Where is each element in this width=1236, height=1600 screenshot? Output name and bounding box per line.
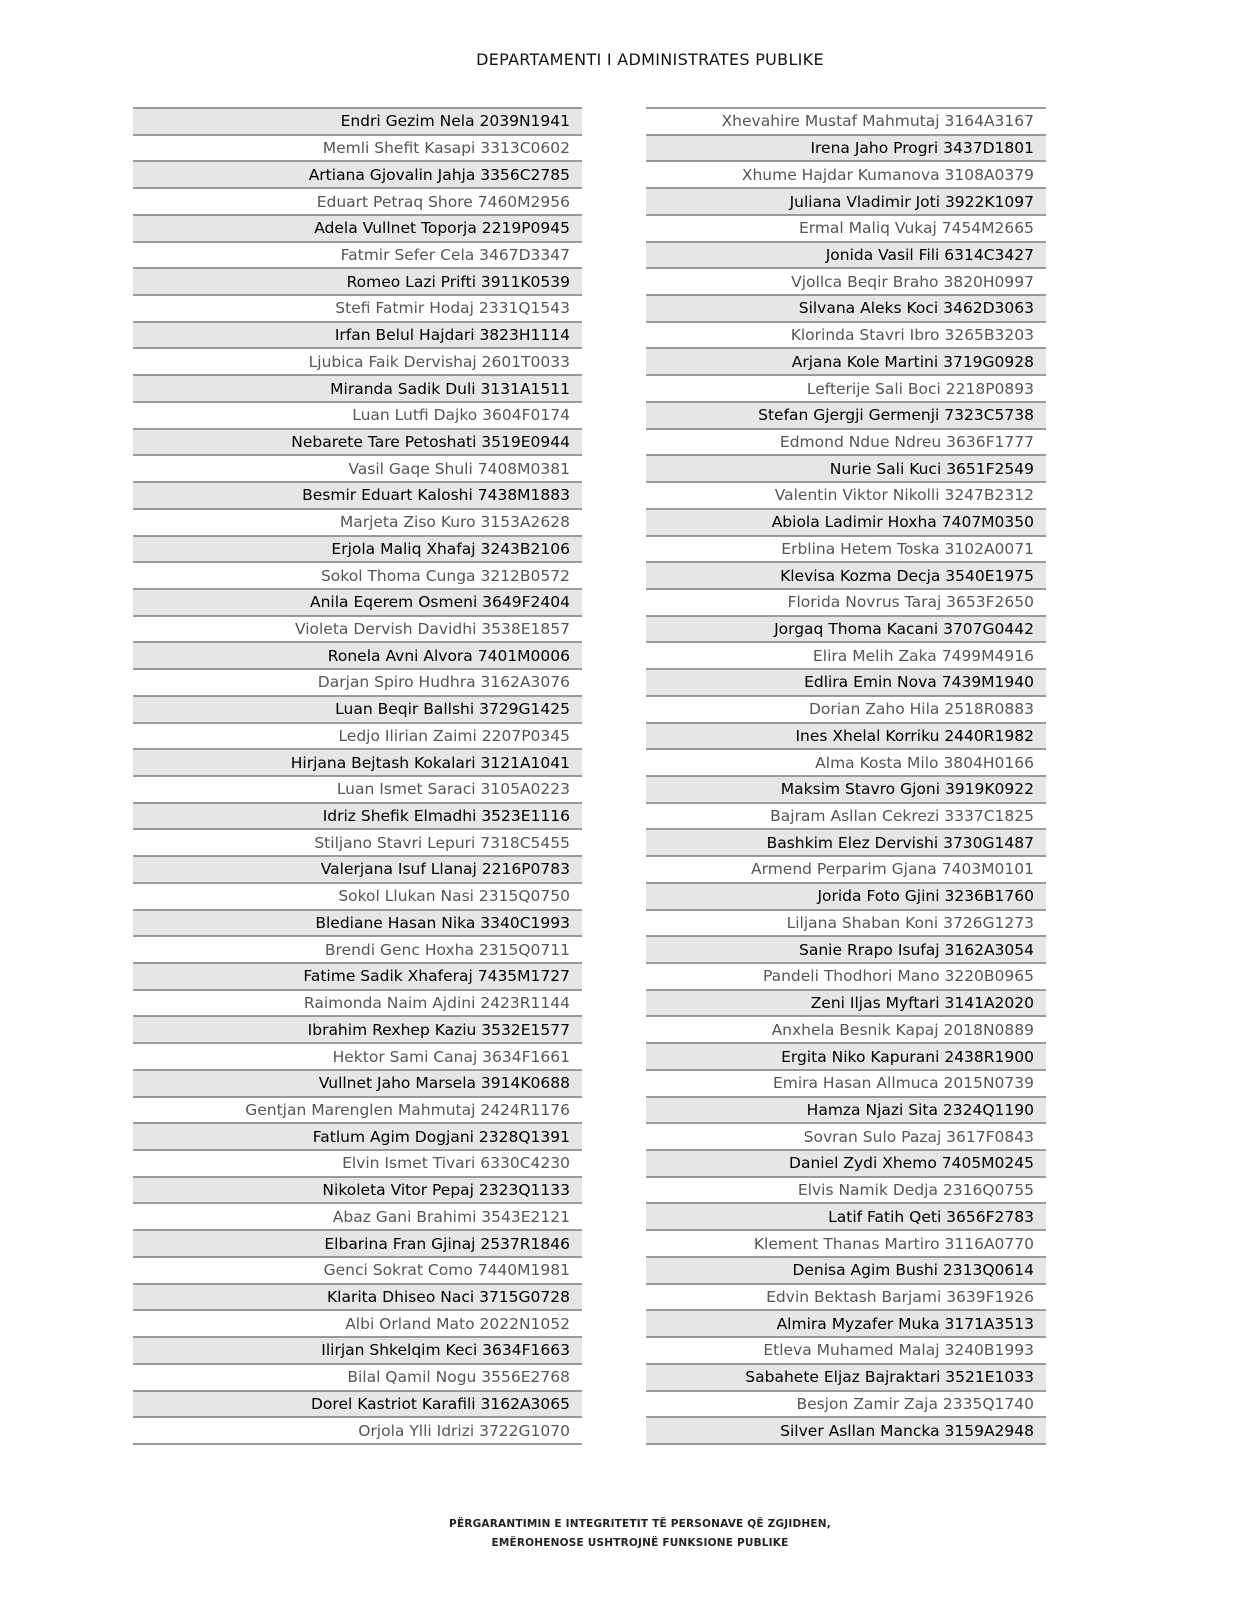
footer (0, 1515, 1236, 1553)
list-item: Gentjan Marenglen Mahmutaj 2424R1176 (133, 1096, 582, 1123)
list-item: Maksim Stavro Gjoni 3919K0922 (646, 775, 1046, 802)
list-item: Ermal Maliq Vukaj 7454M2665 (646, 214, 1046, 241)
list-item: Sanie Rrapo Isufaj 3162A3054 (646, 935, 1046, 962)
list-item: Edmond Ndue Ndreu 3636F1777 (646, 428, 1046, 455)
list-item: Juliana Vladimir Joti 3922K1097 (646, 187, 1046, 214)
list-item: Almira Myzafer Muka 3171A3513 (646, 1309, 1046, 1336)
list-item: Genci Sokrat Como 7440M1981 (133, 1256, 582, 1283)
list-item: Klorinda Stavri Ibro 3265B3203 (646, 321, 1046, 348)
list-item: Endri Gezim Nela 2039N1941 (133, 107, 582, 134)
list-item: Abaz Gani Brahimi 3543E2121 (133, 1202, 582, 1229)
list-item: Nebarete Tare Petoshati 3519E0944 (133, 428, 582, 455)
list-item: Luan Ismet Saraci 3105A0223 (133, 775, 582, 802)
list-item: Erjola Maliq Xhafaj 3243B2106 (133, 535, 582, 562)
list-item: Bilal Qamil Nogu 3556E2768 (133, 1363, 582, 1390)
list-item: Ines Xhelal Korriku 2440R1982 (646, 722, 1046, 749)
list-item: Blediane Hasan Nika 3340C1993 (133, 909, 582, 936)
list-item: Bajram Asllan Cekrezi 3337C1825 (646, 802, 1046, 829)
list-item: Dorel Kastriot Karafili 3162A3065 (133, 1390, 582, 1417)
list-item: Ronela Avni Alvora 7401M0006 (133, 641, 582, 668)
list-item: Elvin Ismet Tivari 6330C4230 (133, 1149, 582, 1176)
list-item: Elira Melih Zaka 7499M4916 (646, 641, 1046, 668)
list-item: Latif Fatih Qeti 3656F2783 (646, 1202, 1046, 1229)
list-item: Fatime Sadik Xhaferaj 7435M1727 (133, 962, 582, 989)
list-item: Daniel Zydi Xhemo 7405M0245 (646, 1149, 1046, 1176)
list-item: Adela Vullnet Toporja 2219P0945 (133, 214, 582, 241)
list-item: Denisa Agim Bushi 2313Q0614 (646, 1256, 1046, 1283)
list-item: Pandeli Thodhori Mano 3220B0965 (646, 962, 1046, 989)
list-bottom-rule (646, 1443, 1046, 1445)
footer-line-1: PËRGARANTIMIN E INTEGRITETIT TË PERSONAVE QË ZGJIDHEN, (449, 1518, 831, 1530)
list-item: Klevisa Kozma Decja 3540E1975 (646, 561, 1046, 588)
list-item: Besjon Zamir Zaja 2335Q1740 (646, 1390, 1046, 1417)
list-item: Edvin Bektash Barjami 3639F1926 (646, 1283, 1046, 1310)
list-item: Vullnet Jaho Marsela 3914K0688 (133, 1069, 582, 1096)
list-item: Vjollca Beqir Braho 3820H0997 (646, 267, 1046, 294)
list-item: Albi Orland Mato 2022N1052 (133, 1309, 582, 1336)
list-item: Dorian Zaho Hila 2518R0883 (646, 695, 1046, 722)
list-item: Valentin Viktor Nikolli 3247B2312 (646, 481, 1046, 508)
list-item: Liljana Shaban Koni 3726G1273 (646, 909, 1046, 936)
list-item: Alma Kosta Milo 3804H0166 (646, 748, 1046, 775)
list-item: Eduart Petraq Shore 7460M2956 (133, 187, 582, 214)
list-item: Nikoleta Vitor Pepaj 2323Q1133 (133, 1176, 582, 1203)
list-item: Ibrahim Rexhep Kaziu 3532E1577 (133, 1015, 582, 1042)
left-name-list (133, 107, 582, 1445)
list-item: Stefan Gjergji Germenji 7323C5738 (646, 401, 1046, 428)
list-item: Anxhela Besnik Kapaj 2018N0889 (646, 1015, 1046, 1042)
list-item: Armend Perparim Gjana 7403M0101 (646, 855, 1046, 882)
page-title: DEPARTAMENTI I ADMINISTRATES PUBLIKE (476, 50, 824, 69)
list-item: Arjana Kole Martini 3719G0928 (646, 347, 1046, 374)
list-item: Xhume Hajdar Kumanova 3108A0379 (646, 160, 1046, 187)
list-item: Bashkim Elez Dervishi 3730G1487 (646, 828, 1046, 855)
list-item: Idriz Shefik Elmadhi 3523E1116 (133, 802, 582, 829)
list-item: Darjan Spiro Hudhra 3162A3076 (133, 668, 582, 695)
list-item: Sokol Thoma Cunga 3212B0572 (133, 561, 582, 588)
list-item: Elbarina Fran Gjinaj 2537R1846 (133, 1229, 582, 1256)
list-item: Valerjana Isuf Llanaj 2216P0783 (133, 855, 582, 882)
list-item: Vasil Gaqe Shuli 7408M0381 (133, 454, 582, 481)
list-item: Silvana Aleks Koci 3462D3063 (646, 294, 1046, 321)
list-item: Stiljano Stavri Lepuri 7318C5455 (133, 828, 582, 855)
list-item: Marjeta Ziso Kuro 3153A2628 (133, 508, 582, 535)
list-item: Hamza Njazi Sita 2324Q1190 (646, 1096, 1046, 1123)
list-item: Fatmir Sefer Cela 3467D3347 (133, 241, 582, 268)
list-item: Hirjana Bejtash Kokalari 3121A1041 (133, 748, 582, 775)
list-item: Jorgaq Thoma Kacani 3707G0442 (646, 615, 1046, 642)
list-item: Fatlum Agim Dogjani 2328Q1391 (133, 1122, 582, 1149)
list-item: Violeta Dervish Davidhi 3538E1857 (133, 615, 582, 642)
list-item: Nurie Sali Kuci 3651F2549 (646, 454, 1046, 481)
list-item: Xhevahire Mustaf Mahmutaj 3164A3167 (646, 107, 1046, 134)
list-item: Ergita Niko Kapurani 2438R1900 (646, 1042, 1046, 1069)
list-item: Hektor Sami Canaj 3634F1661 (133, 1042, 582, 1069)
list-item: Irfan Belul Hajdari 3823H1114 (133, 321, 582, 348)
list-item: Ilirjan Shkelqim Keci 3634F1663 (133, 1336, 582, 1363)
list-item: Memli Shefit Kasapi 3313C0602 (133, 134, 582, 161)
list-item: Irena Jaho Progri 3437D1801 (646, 134, 1046, 161)
list-item: Romeo Lazi Prifti 3911K0539 (133, 267, 582, 294)
list-item: Edlira Emin Nova 7439M1940 (646, 668, 1046, 695)
list-item: Klement Thanas Martiro 3116A0770 (646, 1229, 1046, 1256)
list-item: Orjola Ylli Idrizi 3722G1070 (133, 1416, 582, 1443)
list-item: Lefterije Sali Boci 2218P0893 (646, 374, 1046, 401)
list-item: Silver Asllan Mancka 3159A2948 (646, 1416, 1046, 1443)
list-item: Emira Hasan Allmuca 2015N0739 (646, 1069, 1046, 1096)
list-item: Sabahete Eljaz Bajraktari 3521E1033 (646, 1363, 1046, 1390)
list-item: Abiola Ladimir Hoxha 7407M0350 (646, 508, 1046, 535)
list-item: Ljubica Faik Dervishaj 2601T0033 (133, 347, 582, 374)
list-item: Elvis Namik Dedja 2316Q0755 (646, 1176, 1046, 1203)
list-item: Luan Lutfi Dajko 3604F0174 (133, 401, 582, 428)
list-item: Sokol Llukan Nasi 2315Q0750 (133, 882, 582, 909)
list-item: Brendi Genc Hoxha 2315Q0711 (133, 935, 582, 962)
footer-line-2: EMËROHENOSE USHTROJNË FUNKSIONE PUBLIKE (491, 1537, 789, 1549)
list-item: Besmir Eduart Kaloshi 7438M1883 (133, 481, 582, 508)
list-bottom-rule (133, 1443, 582, 1445)
list-item: Etleva Muhamed Malaj 3240B1993 (646, 1336, 1046, 1363)
list-item: Jonida Vasil Fili 6314C3427 (646, 241, 1046, 268)
list-item: Florida Novrus Taraj 3653F2650 (646, 588, 1046, 615)
list-item: Zeni Iljas Myftari 3141A2020 (646, 989, 1046, 1016)
right-name-list (646, 107, 1046, 1445)
list-item: Miranda Sadik Duli 3131A1511 (133, 374, 582, 401)
list-item: Anila Eqerem Osmeni 3649F2404 (133, 588, 582, 615)
list-item: Ledjo Ilirian Zaimi 2207P0345 (133, 722, 582, 749)
list-item: Sovran Sulo Pazaj 3617F0843 (646, 1122, 1046, 1149)
list-item: Klarita Dhiseo Naci 3715G0728 (133, 1283, 582, 1310)
list-item: Raimonda Naim Ajdini 2423R1144 (133, 989, 582, 1016)
list-item: Luan Beqir Ballshi 3729G1425 (133, 695, 582, 722)
list-item: Jorida Foto Gjini 3236B1760 (646, 882, 1046, 909)
list-item: Stefi Fatmir Hodaj 2331Q1543 (133, 294, 582, 321)
list-item: Artiana Gjovalin Jahja 3356C2785 (133, 160, 582, 187)
list-item: Erblina Hetem Toska 3102A0071 (646, 535, 1046, 562)
